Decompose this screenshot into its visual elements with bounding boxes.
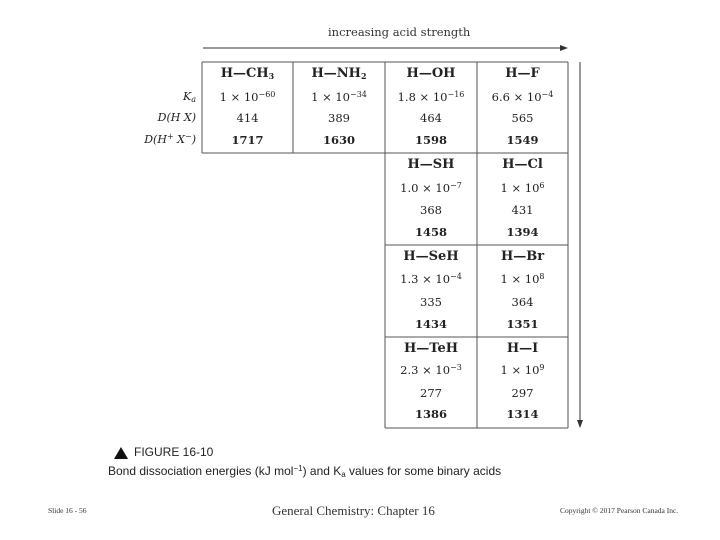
- bond-energy: 297: [511, 386, 534, 400]
- bond-energy: 389: [328, 111, 350, 125]
- ka-value: $1 \times 10^{-60}$: [219, 90, 276, 104]
- cell-hbr: [477, 245, 568, 337]
- ion-energy: 1598: [414, 133, 447, 147]
- ka-row-label: $K_a$: [183, 90, 196, 104]
- ka-value: $1.8 \times 10^{-16}$: [397, 90, 465, 104]
- formula: H—I: [506, 341, 539, 356]
- right-arrowhead-icon: [560, 45, 568, 51]
- footer-title: General Chemistry: Chapter 16: [272, 503, 435, 518]
- increasing-acid-strength-label: increasing acid strength: [328, 25, 471, 39]
- formula: H—OH: [406, 66, 456, 81]
- ion-energy: 1717: [231, 133, 264, 147]
- cell-h2s: [385, 153, 477, 245]
- ka-value: $1 \times 10^6$: [500, 181, 545, 195]
- ka-value: $1.3 \times 10^{-4}$: [400, 272, 462, 286]
- down-arrowhead-icon: [577, 420, 583, 428]
- formula: $H—CH_3$: [220, 66, 275, 81]
- ion-energy: 1314: [506, 407, 539, 421]
- ion-energy: 1458: [414, 225, 447, 239]
- ka-value: $6.6 \times 10^{-4}$: [491, 90, 554, 104]
- ka-value: $1 \times 10^8$: [500, 272, 545, 286]
- cell-ch4: [202, 62, 293, 153]
- bond-energy: 431: [511, 203, 534, 217]
- ion-energy: 1394: [506, 225, 539, 239]
- cell-hi: [477, 337, 568, 428]
- cell-nh3: [293, 62, 385, 153]
- bond-dissociation-row-label: D(H X): [157, 111, 196, 124]
- ka-value: $1 \times 10^{-34}$: [311, 90, 367, 104]
- cell-h2o: [385, 62, 477, 153]
- bond-energy: 277: [420, 386, 442, 400]
- bond-energy: 464: [420, 111, 442, 125]
- formula: H—SH: [407, 157, 455, 172]
- formula: H—Br: [500, 249, 545, 264]
- ion-energy: 1351: [506, 317, 539, 331]
- ion-energy: 1386: [414, 407, 447, 421]
- figure-caption: Bond dissociation energies (kJ mol$^{-1}$) and $K_a$ values for some binary acids: [108, 464, 502, 479]
- bond-energy: 565: [511, 111, 534, 125]
- bond-energy: 364: [511, 295, 534, 309]
- bond-energy: 368: [420, 203, 442, 217]
- formula: H—Cl: [502, 157, 543, 172]
- ion-energy: 1549: [506, 133, 539, 147]
- slide-number: Slide 16 - 56: [48, 506, 87, 515]
- ka-value: $1 \times 10^9$: [500, 363, 545, 377]
- bond-energy: 414: [236, 111, 259, 125]
- ka-value: $2.3 \times 10^{-3}$: [400, 363, 462, 377]
- figure-label: FIGURE 16-10: [134, 445, 214, 459]
- formula: $H—NH_2$: [311, 66, 367, 81]
- ion-energy: 1630: [322, 133, 355, 147]
- copyright: Copyright © 2017 Pearson Canada Inc.: [560, 506, 679, 515]
- formula: H—TeH: [403, 341, 459, 356]
- formula: H—F: [505, 66, 540, 81]
- ion-dissociation-row-label: D(H+ X−): [144, 132, 196, 146]
- formula: H—SeH: [403, 249, 459, 264]
- ion-energy: 1434: [414, 317, 447, 331]
- figure-triangle-icon: [113, 446, 129, 460]
- cell-h2se: [385, 245, 477, 337]
- cell-hf: [477, 62, 568, 153]
- bond-energy: 335: [420, 295, 442, 309]
- ka-value: $1.0 \times 10^{-7}$: [400, 181, 462, 195]
- cell-hcl: [477, 153, 568, 245]
- cell-h2te: [385, 337, 477, 428]
